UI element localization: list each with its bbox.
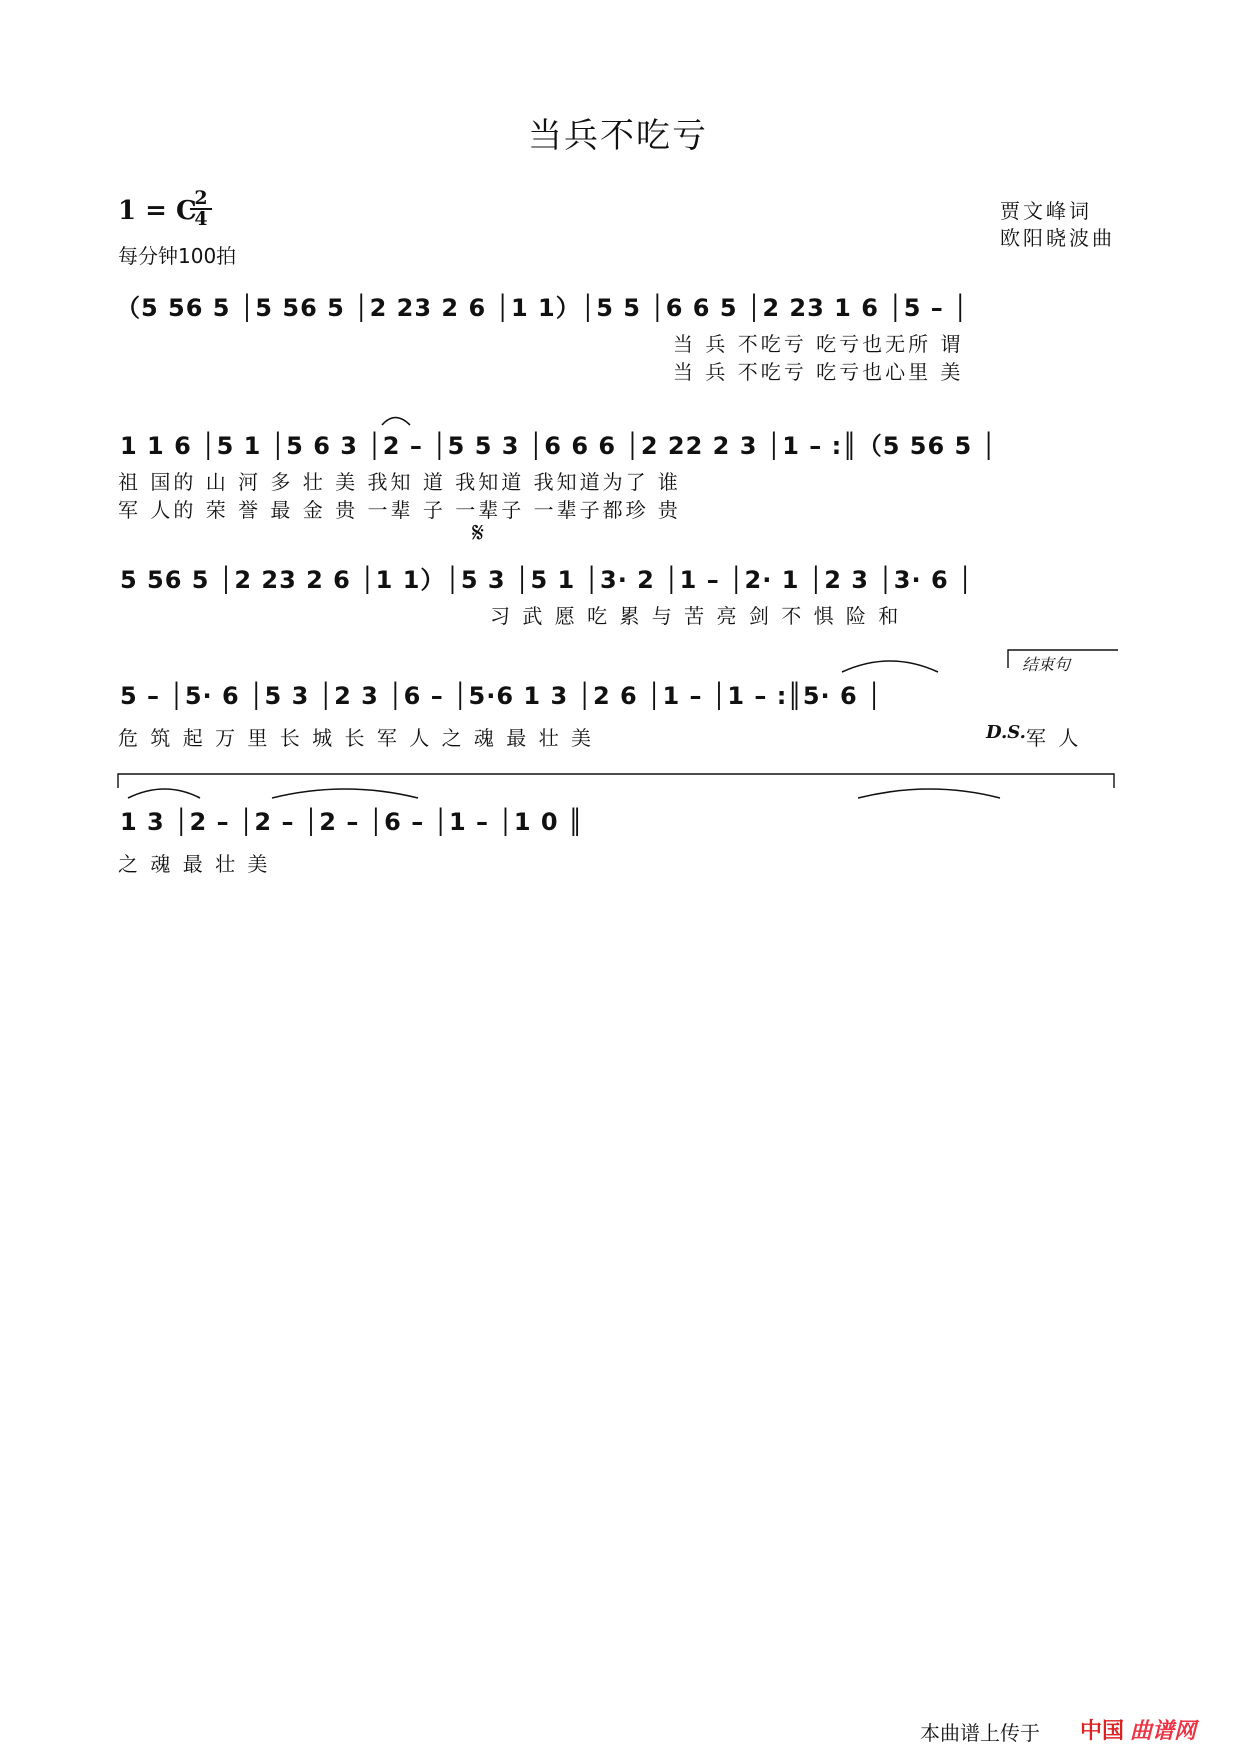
notation-system-2: 1 1 6 │5 1 │5 6 3 │2 – │5 5 3 │6 6 6 │2 22 2 3 │1 – :║（5 56 5 │	[120, 432, 998, 460]
slur-mark	[128, 789, 200, 798]
lyrics-system-2-verse-1: 祖 国的 山 河 多 壮 美 我知 道 我知道 我知道为了 谁	[118, 470, 681, 494]
tempo-marking: 每分钟100拍	[118, 244, 237, 268]
key-signature: 1 = C	[118, 196, 197, 226]
slur-mark	[842, 661, 938, 672]
segno-sign: 𝄋	[472, 516, 485, 549]
page-title: 当兵不吃亏	[528, 116, 708, 156]
notation-system-5: 1 3 │2 – │2 – │2 – │6 – │1 – │1 0 ║	[120, 808, 584, 836]
notation-system-3: 5 56 5 │2 23 2 6 │1 1）│5 3 │5 1 │3· 2 │1 – │2· 1 │2 3 │3· 6 │	[120, 566, 974, 594]
lyrics-system-3: 习 武 愿 吃 累 与 苦 亮 剑 不 惧 险 和	[490, 604, 902, 628]
ending-label: 结束句	[1022, 655, 1071, 674]
time-signature-bottom: 4	[194, 208, 208, 230]
lyrics-system-5: 之 魂 最 壮 美	[118, 852, 271, 876]
footer-upload-text: 本曲谱上传于	[920, 1721, 1040, 1745]
lyrics-system-1-verse-1: 当 兵 不吃亏 吃亏也无所 谓	[673, 332, 964, 356]
ending-bracket	[1008, 650, 1118, 668]
footer-logo-site[interactable]: 曲谱网	[1130, 1719, 1197, 1744]
lyrics-system-4: 危 筑 起 万 里 长 城 长 军 人 之 魂 最 壮 美	[118, 726, 595, 750]
footer-logo-china[interactable]: 中国	[1080, 1719, 1125, 1744]
composer-credit: 欧阳晓波曲	[1000, 226, 1115, 250]
slur-mark	[858, 789, 1000, 798]
lyricist-credit: 贾文峰词	[1000, 199, 1092, 223]
lyrics-system-1-verse-2: 当 兵 不吃亏 吃亏也心里 美	[673, 360, 964, 384]
dal-segno-mark: D.S.	[986, 722, 1026, 743]
time-signature-top: 2	[194, 187, 208, 209]
coda-bracket	[118, 774, 1114, 788]
slur-mark	[272, 789, 418, 798]
lyrics-system-2-verse-2: 军 人的 荣 誉 最 金 贵 一辈 子 一辈子 一辈子都珍 贵	[118, 498, 681, 522]
slur-mark	[382, 418, 410, 426]
lyrics-system-4-ds: 军 人	[1026, 726, 1082, 750]
notation-system-4: 5 – │5· 6 │5 3 │2 3 │6 – │5·6 1 3 │2 6 │1 – │1 – :║5· 6 │	[120, 682, 883, 710]
notation-system-1: （5 56 5 │5 56 5 │2 23 2 6 │1 1）│5 5 │6 6 5 │2 23 1 6 │5 – │	[116, 294, 969, 322]
